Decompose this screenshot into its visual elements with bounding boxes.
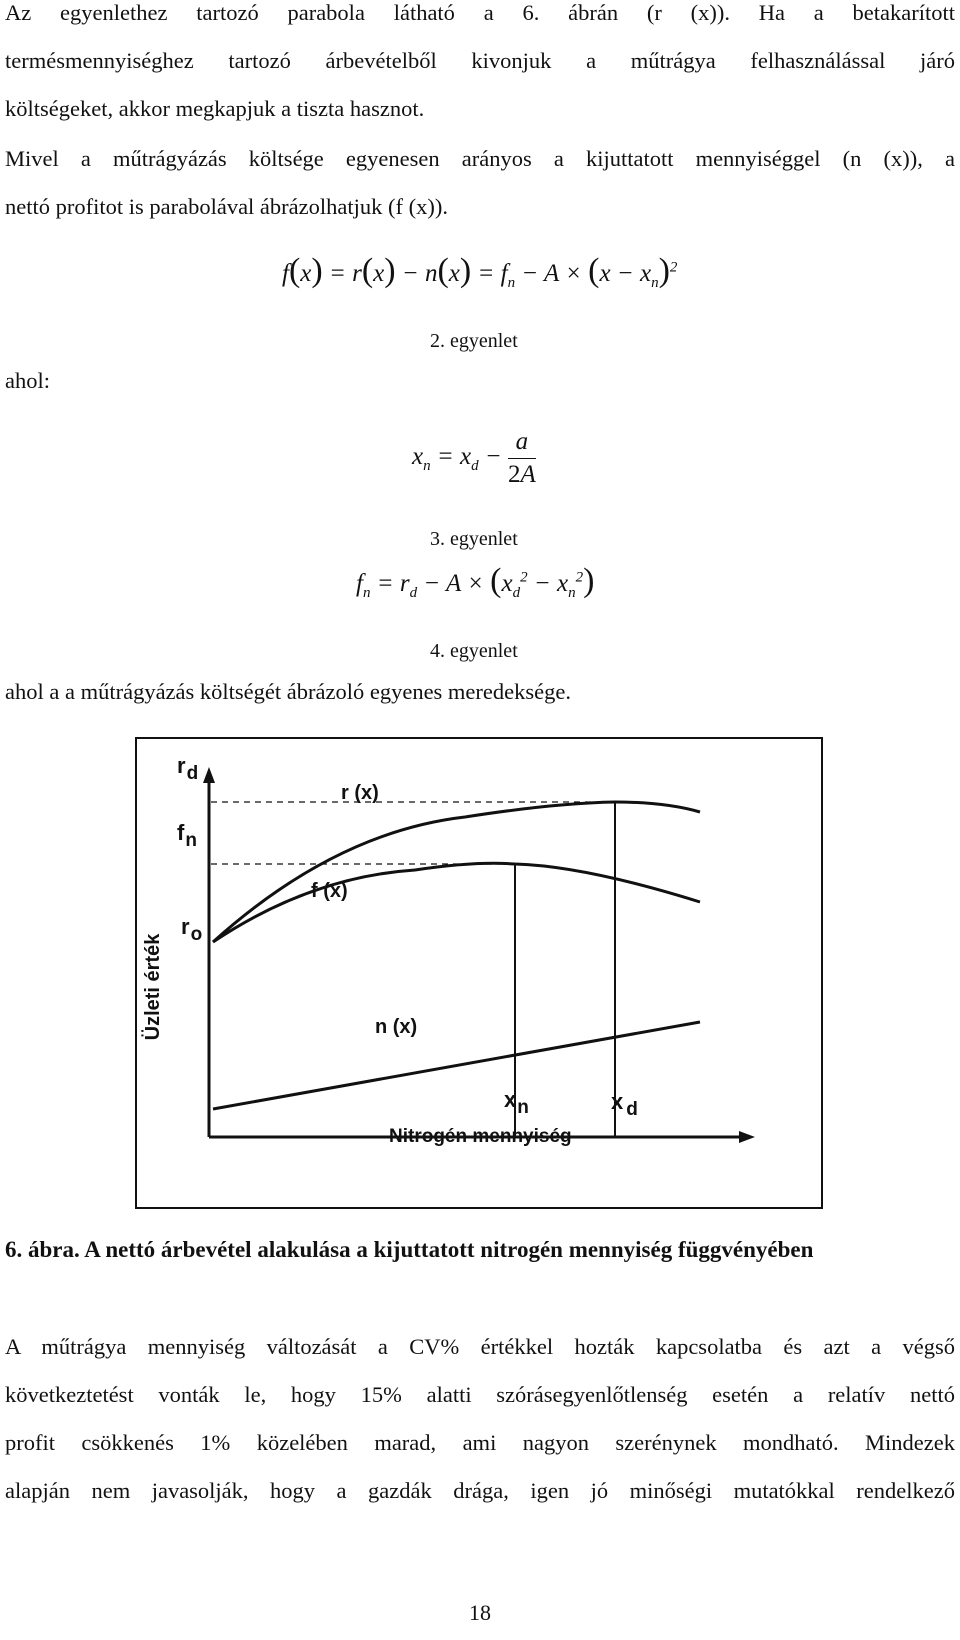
- f-curve-label: f (x): [311, 880, 348, 902]
- x-tick-xd: x d: [611, 1089, 638, 1120]
- paragraph-line: költségeket, akkor megkapjuk a tiszta hasznot.: [5, 96, 425, 121]
- equation-2: $f(x) = r(x) - n(x) = f_n - A \times (x - x_n)^2$: [282, 252, 678, 291]
- equation-4: $f_n = r_d - A \times (x_d^2 - x_n^2)$: [356, 562, 595, 601]
- y-tick-rd: rd: [177, 753, 199, 784]
- paragraph-line: A műtrágya mennyiség változását a CV% értékkel hozták kapcsolatba és azt a végső: [5, 1334, 955, 1359]
- paragraph-line: termésmennyiséghez tartozó árbevételből kivonjuk a műtrágya felhasználással járó: [5, 48, 955, 73]
- paragraph-line: nettó profitot is parabolával ábrázolhatjuk (f (x)).: [5, 194, 448, 219]
- ahol-label: ahol:: [5, 368, 50, 393]
- paragraph-line: következtetést vonták le, hogy 15% alatti szórásegyenlőtlenség esetén a relatív nettó: [5, 1382, 955, 1407]
- x-axis-label: Nitrogén mennyiség: [389, 1126, 572, 1147]
- y-tick-ro: ro: [181, 914, 203, 945]
- paragraph-2: [5, 135, 955, 231]
- figure-6: [135, 737, 823, 1209]
- paragraph-line: Az egyenlethez tartozó parabola látható a 6. ábrán (r (x)). Ha a betakarított: [5, 0, 955, 25]
- equation-2-label: 2. egyenlet: [430, 330, 518, 352]
- figure-caption: 6. ábra. A nettó árbevétel alakulása a kijuttatott nitrogén mennyiség függvényében: [5, 1237, 814, 1262]
- x-tick-xn: xn: [504, 1087, 529, 1118]
- page-number: 18: [469, 1600, 491, 1625]
- equation-3: $x_n = x_d$ − $\frac{a}{2A}$: [412, 428, 536, 488]
- paragraph-3: ahol a a műtrágyázás költségét ábrázoló egyenes meredeksége.: [5, 679, 571, 704]
- y-axis-label: Üzleti érték: [142, 933, 164, 1041]
- paragraph-line: Mivel a műtrágyázás költsége egyenesen arányos a kijuttatott mennyiséggel (n (x)), a: [5, 146, 955, 171]
- paragraph-line: alapján nem javasolják, hogy a gazdák drága, igen jó minőségi mutatókkal rendelkező: [5, 1478, 955, 1503]
- equation-3-label: 3. egyenlet: [430, 528, 518, 550]
- r-curve-label: r (x): [341, 782, 379, 804]
- paragraph-4: [5, 1323, 955, 1515]
- equation-4-label: 4. egyenlet: [430, 640, 518, 662]
- n-curve-label: n (x): [375, 1016, 418, 1038]
- y-tick-fn: fn: [177, 820, 197, 851]
- paragraph-1: [5, 0, 955, 133]
- paragraph-line: profit csökkenés 1% közelében marad, ami nagyon szerénynek mondható. Mindezek: [5, 1430, 955, 1455]
